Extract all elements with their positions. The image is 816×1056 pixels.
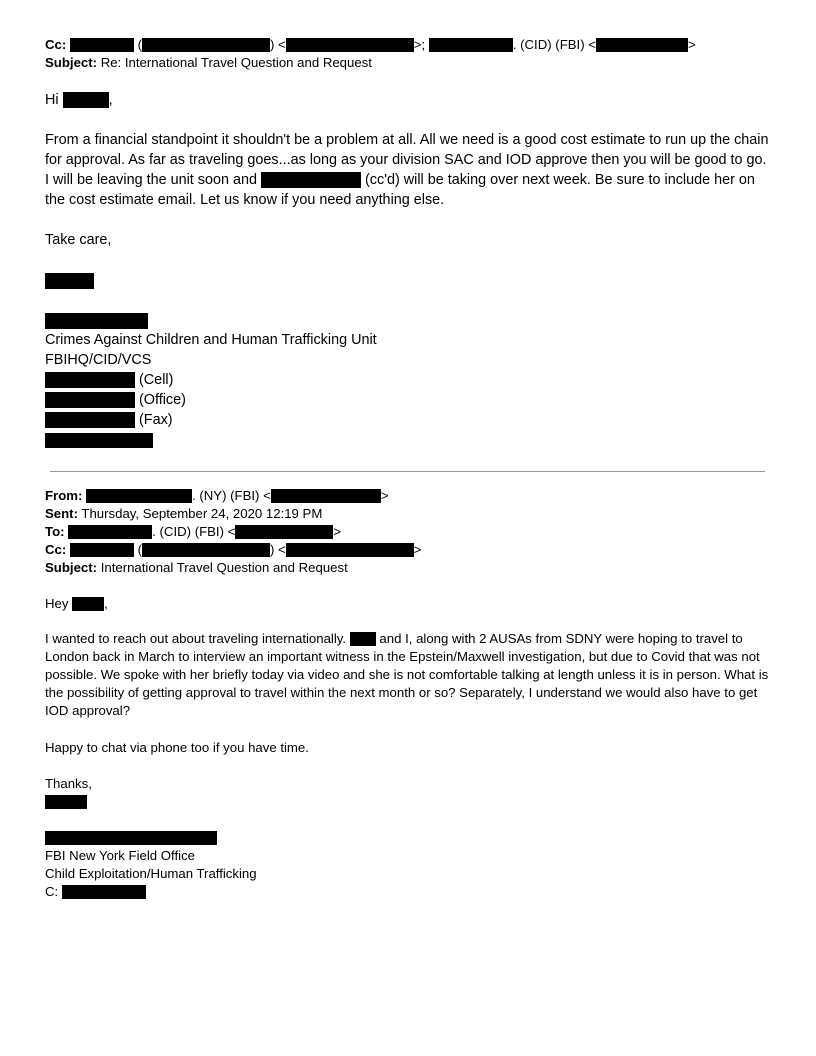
redaction [45,273,94,289]
original-signature-cell: C: [45,883,146,901]
original-greeting: Hey , [45,596,108,611]
redaction [429,38,513,52]
reply-closing: Take care, [45,232,112,248]
original-closing: Thanks, [45,776,92,791]
original-signature-office: FBI New York Field Office [45,848,196,863]
redaction [45,831,217,845]
redaction [45,313,148,329]
redaction [271,489,381,503]
redaction [45,412,135,428]
reply-phone-office: (Office) [45,390,186,410]
redaction [70,543,134,557]
redaction [45,372,135,388]
original-signature-unit: Child Exploitation/Human Trafficking [45,866,257,881]
original-cc-line: Cc: ( ) < > [45,542,422,557]
redaction [286,543,414,557]
redaction [350,632,376,646]
redaction [45,392,135,408]
message-divider [50,471,765,472]
reply-phone-fax: (Fax) [45,410,173,430]
original-chat-line: Happy to chat via phone too if you have time. [45,740,309,755]
redaction [142,38,270,52]
redaction [86,489,192,503]
redaction [45,795,87,809]
redaction [142,543,270,557]
original-subject-line: Subject: International Travel Question and Request [45,560,348,575]
redaction [63,92,109,108]
original-to-line: To: . (CID) (FBI) < > [45,524,342,539]
redaction [62,885,146,899]
reply-phone-cell: (Cell) [45,370,173,390]
redaction [235,525,333,539]
redaction [261,172,361,188]
redaction [45,433,153,448]
reply-signature-unit: Crimes Against Children and Human Trafficking Unit [45,332,377,348]
original-from-line: From: . (NY) (FBI) < > [45,488,389,503]
reply-signature-org: FBIHQ/CID/VCS [45,352,152,368]
reply-body-paragraph: From a financial standpoint it shouldn't be a problem at all. All we need is a good cost estimate to run up the chain for approval. As far as traveling goes...as long as your division SAC and IOD approve then you will be good to go. I will be leaving the unit soon and (cc'd) will be taking over next week. Be sure to include her on the cost estimate email. Let us know if you need anything else. [45,132,769,208]
reply-cc-line: Cc: ( ) < >; . (CID) (FBI) < > [45,37,696,52]
redaction [596,38,688,52]
redaction [70,38,134,52]
reply-greeting: Hi , [45,92,113,108]
original-body-paragraph: I wanted to reach out about traveling internationally. and I, along with 2 AUSAs from SDNY were hoping to travel to London back in March to interview an important witness in the Epstein/Maxwell investigation, but due to Covid that was not possible. We spoke with her briefly today via video and she is not comfortable talking at length unless it is in person. What is the possibility of getting approval to travel within the next month or so? Separately, I understand we would also have to get IOD approval? [45,631,769,718]
redaction [286,38,414,52]
redaction [72,597,104,611]
original-sent-line: Sent: Thursday, September 24, 2020 12:19 PM [45,506,323,521]
reply-subject-line: Subject: Re: International Travel Question and Request [45,55,372,70]
redaction [68,525,152,539]
